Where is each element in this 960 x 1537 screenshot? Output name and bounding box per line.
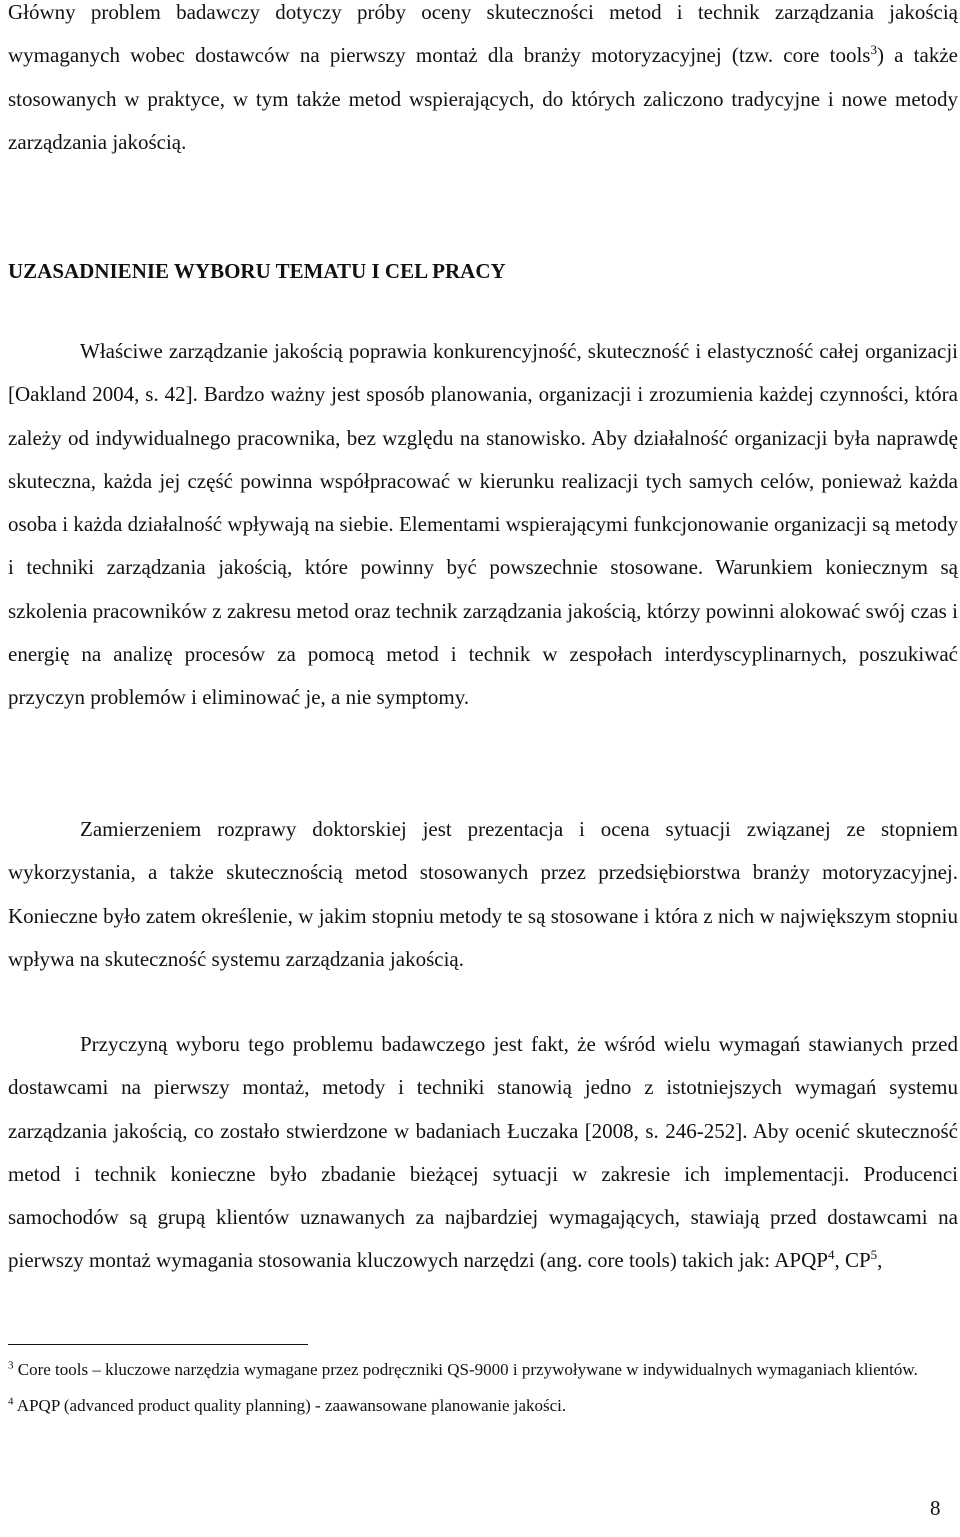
paragraph-quality-management: Właściwe zarządzanie jakością poprawia konkurencyjność, skuteczność i elastyczność całej organizacji [Oakland 2004, s. 42]. Bardzo ważny jest sposób planowania, organizacji i zrozumienia każdej czynności, która zależy od indywidualnego pracownika, bez względu na stanowisko. Aby działalność organizacji była naprawdę skuteczna, każda jej część powinna współpracować w kierunku realizacji tych samych celów, ponieważ każda osoba i każda działalność wpływają na siebie. Elementami wspierającymi funkcjonowanie organizacji są metody i techniki zarządzania jakością, które powinny być powszechnie stosowane. Warunkiem koniecznym są szkolenia pracowników z zakresu metod oraz technik zarządzania jakością, którzy powinni alokować swój czas i energię na analizę procesów za pomocą metod i technik w zespołach interdyscyplinarnych, poszukiwać przyczyn problemów i eliminować je, a nie symptomy. <box>8 339 958 710</box>
footnote-number: 3 <box>8 1359 14 1372</box>
footnote-text: APQP (advanced product quality planning) - zaawansowane planowanie jakości. <box>13 1396 567 1415</box>
section-heading: UZASADNIENIE WYBORU TEMATU I CEL PRACY <box>8 259 506 283</box>
footnote-ref-3[interactable]: 3 <box>870 42 877 58</box>
paragraph-research-problem <box>8 0 958 164</box>
paragraph-text: , <box>877 1248 883 1273</box>
paragraph-topic-rationale <box>8 1023 958 1283</box>
footnote-3 <box>8 1352 958 1388</box>
paragraph-text: ) a także stosowanych w praktyce, w tym także metod wspierających, do których zaliczono tradycyjne i nowe metody zarządzania jakością. <box>8 43 958 154</box>
footnote-ref-4[interactable]: 4 <box>827 1247 835 1263</box>
paragraph-text: Główny problem badawczy dotyczy próby oceny skuteczności metod i technik zarządzania jakością wymaganych wobec dostawców na pierwszy montaż dla branży motoryzacyjnej (tzw. core tools <box>8 0 958 68</box>
footnote-number: 4 <box>8 1395 14 1408</box>
paragraph-text: , CP <box>834 1248 871 1273</box>
paragraph-thesis-aim: Zamierzeniem rozprawy doktorskiej jest prezentacja i ocena sytuacji związanej ze stopniem wykorzystania, a także skutecznością metod stosowanych przez przedsiębiorstwa branży motoryzacyjnej. Konieczne było zatem określenie, w jakim stopniu metody te są stosowane i która z nich w największym stopniu wpływa na skuteczność systemu zarządzania jakością. <box>8 817 958 971</box>
footnote-text: Core tools – kluczowe narzędzia wymagane przez podręczniki QS-9000 i przywoływane w indywidualnych wymaganiach klientów. <box>13 1360 918 1379</box>
footnote-ref-5[interactable]: 5 <box>870 1247 878 1263</box>
footnotes <box>8 1352 958 1424</box>
footnote-4 <box>8 1388 958 1424</box>
paragraph-text: Przyczyną wyboru tego problemu badawczego jest fakt, że wśród wielu wymagań stawianych przed dostawcami na pierwszy montaż, metody i techniki stanowią jedno z istotniejszych wymagań systemu zarządzania jakością, co zostało stwierdzone w badaniach Łuczaka [2008, s. 246-252]. Aby ocenić skuteczność metod i technik konieczne było zbadanie bieżącej sytuacji w zakresie ich implementacji. Producenci samochodów są grupą klientów uznawanych za najbardziej wymagających, stawiają przed dostawcami na pierwszy montaż wymagania stosowania kluczowych narzędzi (ang. core tools) takich jak: APQP <box>8 1032 958 1273</box>
page-number: 8 <box>930 1496 941 1520</box>
footnote-separator <box>8 1344 308 1345</box>
